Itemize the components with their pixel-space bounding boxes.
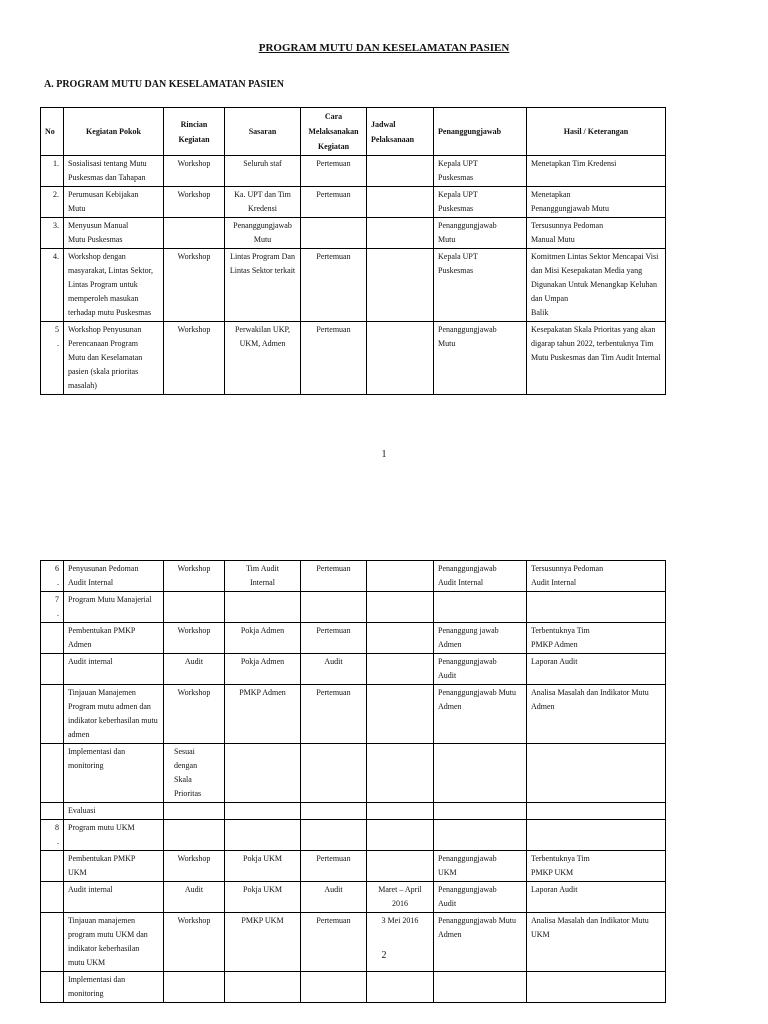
cell-kegiatan: Workshop Penyusunan Perencanaan Program Mutu dan Keselamatan pasien (skala prioritas masalah) [64, 322, 164, 395]
cell-no [41, 913, 64, 972]
cell-jadwal [367, 249, 434, 322]
cell-rincian: Workshop [164, 685, 225, 744]
cell-kegiatan: Workshop dengan masyarakat, Lintas Sektor, Lintas Program untuk memperoleh masukan terhadap mutu Puskesmas [64, 249, 164, 322]
cell-jadwal [367, 218, 434, 249]
program-table-page-1 [40, 107, 666, 395]
page-number-2: 2 [381, 950, 387, 961]
header-jadwal-pelaksanaan: Jadwal Pelaksanaan [367, 108, 434, 156]
cell-no [41, 654, 64, 685]
cell-no: 4. [41, 249, 64, 322]
cell-cara [301, 592, 367, 623]
cell-kegiatan: Perumusan Kebijakan Mutu [64, 187, 164, 218]
cell-hasil [527, 803, 666, 820]
cell-sasaran: Pokja Admen [225, 654, 301, 685]
cell-rincian [164, 803, 225, 820]
cell-sasaran [225, 972, 301, 1003]
cell-rincian: Workshop [164, 249, 225, 322]
cell-no: 5 . [41, 322, 64, 395]
cell-pj: Kepala UPT Puskesmas [434, 156, 527, 187]
cell-kegiatan: Sosialisasi tentang Mutu Puskesmas dan Tahapan [64, 156, 164, 187]
cell-pj [434, 744, 527, 803]
cell-sasaran: Penanggungjawab Mutu [225, 218, 301, 249]
cell-hasil: Tersusunnya Pedoman Manual Mutu [527, 218, 666, 249]
table-row [41, 187, 666, 218]
cell-jadwal [367, 592, 434, 623]
header-cara-melaksanakan: Cara Melaksanakan Kegiatan [301, 108, 367, 156]
cell-pj [434, 803, 527, 820]
table-row [41, 913, 666, 972]
cell-hasil [527, 820, 666, 851]
cell-cara: Pertemuan [301, 561, 367, 592]
cell-kegiatan: Pembentukan PMKP Admen [64, 623, 164, 654]
cell-no: 7 . [41, 592, 64, 623]
cell-rincian: Workshop [164, 561, 225, 592]
cell-cara: Pertemuan [301, 623, 367, 654]
cell-kegiatan: Menyusun Manual Mutu Puskesmas [64, 218, 164, 249]
cell-pj [434, 592, 527, 623]
cell-jadwal: Maret – April 2016 [367, 882, 434, 913]
cell-no [41, 851, 64, 882]
table-row [41, 561, 666, 592]
cell-sasaran: Perwakilan UKP, UKM, Admen [225, 322, 301, 395]
cell-pj: Penanggungjawab UKM [434, 851, 527, 882]
cell-pj: Penanggungjawab Mutu [434, 218, 527, 249]
cell-no [41, 744, 64, 803]
cell-hasil: Analisa Masalah dan Indikator Mutu Admen [527, 685, 666, 744]
table-row [41, 685, 666, 744]
table-row [41, 820, 666, 851]
cell-hasil: Menetapkan Penanggungjawab Mutu [527, 187, 666, 218]
cell-sasaran: Pokja UKM [225, 851, 301, 882]
cell-sasaran: Tim Audit Internal [225, 561, 301, 592]
table-row [41, 249, 666, 322]
table-row [41, 322, 666, 395]
header-sasaran: Sasaran [225, 108, 301, 156]
table-row [41, 851, 666, 882]
table-row [41, 972, 666, 1003]
cell-rincian: Workshop [164, 156, 225, 187]
cell-jadwal [367, 322, 434, 395]
cell-no [41, 972, 64, 1003]
header-kegiatan-pokok: Kegiatan Pokok [64, 108, 164, 156]
cell-pj: Penanggungjawab Audit [434, 882, 527, 913]
cell-pj: Penanggungjawab Mutu Admen [434, 685, 527, 744]
cell-hasil [527, 744, 666, 803]
cell-pj: Penanggungjawab Audit [434, 654, 527, 685]
cell-jadwal [367, 156, 434, 187]
cell-kegiatan: Tinjauan manajemen program mutu UKM dan indikator keberhasilan mutu UKM [64, 913, 164, 972]
cell-hasil: Terbentuknya Tim PMKP Admen [527, 623, 666, 654]
cell-jadwal [367, 803, 434, 820]
cell-jadwal [367, 561, 434, 592]
cell-hasil: Komitmen Lintas Sektor Mencapai Visi dan Misi Kesepakatan Media yang Digunakan Untuk Menangkap Keluhan dan Umpan Balik [527, 249, 666, 322]
table-row [41, 592, 666, 623]
cell-no [41, 685, 64, 744]
cell-sasaran [225, 803, 301, 820]
cell-sasaran: Seluruh staf [225, 156, 301, 187]
cell-sasaran [225, 820, 301, 851]
cell-pj [434, 820, 527, 851]
table-row [41, 156, 666, 187]
cell-kegiatan: Audit internal [64, 654, 164, 685]
header-rincian-kegiatan: Rincian Kegiatan [164, 108, 225, 156]
cell-pj: Kepala UPT Puskesmas [434, 187, 527, 218]
cell-cara: Pertemuan [301, 322, 367, 395]
cell-rincian [164, 972, 225, 1003]
cell-rincian [164, 820, 225, 851]
cell-no: 6 . [41, 561, 64, 592]
cell-hasil: Laporan Audit [527, 654, 666, 685]
cell-pj: Kepala UPT Puskesmas [434, 249, 527, 322]
program-table-page-2 [40, 560, 666, 1003]
cell-pj: Penanggungjawab Mutu Admen [434, 913, 527, 972]
cell-kegiatan: Program mutu UKM [64, 820, 164, 851]
cell-rincian: Audit [164, 882, 225, 913]
cell-sasaran [225, 744, 301, 803]
table-row [41, 882, 666, 913]
cell-no [41, 803, 64, 820]
cell-jadwal [367, 685, 434, 744]
cell-rincian [164, 218, 225, 249]
cell-rincian: Audit [164, 654, 225, 685]
cell-no: 8 . [41, 820, 64, 851]
table-row [41, 654, 666, 685]
cell-rincian: Workshop [164, 322, 225, 395]
cell-jadwal [367, 820, 434, 851]
table-header-row [41, 108, 666, 156]
cell-kegiatan: Implementasi dan monitoring [64, 744, 164, 803]
cell-cara: Pertemuan [301, 851, 367, 882]
cell-jadwal: 3 Mei 2016 [367, 913, 434, 972]
cell-hasil: Menetapkan Tim Kredensi [527, 156, 666, 187]
section-heading: A. PROGRAM MUTU DAN KESELAMATAN PASIEN [44, 79, 284, 90]
cell-rincian [164, 592, 225, 623]
cell-pj [434, 972, 527, 1003]
cell-cara [301, 744, 367, 803]
cell-sasaran: PMKP Admen [225, 685, 301, 744]
cell-pj: Penanggungjawab Audit Internal [434, 561, 527, 592]
cell-sasaran: Pokja Admen [225, 623, 301, 654]
cell-cara: Audit [301, 882, 367, 913]
table-row [41, 803, 666, 820]
cell-jadwal [367, 187, 434, 218]
cell-rincian: Sesuai dengan Skala Prioritas [164, 744, 225, 803]
cell-cara: Audit [301, 654, 367, 685]
cell-cara: Pertemuan [301, 913, 367, 972]
cell-jadwal [367, 744, 434, 803]
page-number-1: 1 [381, 449, 387, 460]
table-row [41, 744, 666, 803]
cell-cara [301, 820, 367, 851]
cell-jadwal [367, 654, 434, 685]
cell-jadwal [367, 972, 434, 1003]
cell-kegiatan: Evaluasi [64, 803, 164, 820]
cell-hasil: Kesepakatan Skala Prioritas yang akan digarap tahun 2022, terbentuknya Tim Mutu Puskesmas dan Tim Audit Internal [527, 322, 666, 395]
cell-cara: Pertemuan [301, 187, 367, 218]
cell-hasil: Analisa Masalah dan Indikator Mutu UKM [527, 913, 666, 972]
cell-hasil [527, 972, 666, 1003]
cell-no: 1. [41, 156, 64, 187]
cell-kegiatan: Program Mutu Manajerial [64, 592, 164, 623]
header-penanggungjawab: Penanggungjawab [434, 108, 527, 156]
cell-kegiatan: Audit internal [64, 882, 164, 913]
cell-cara: Pertemuan [301, 685, 367, 744]
header-hasil-keterangan: Hasil / Keterangan [527, 108, 666, 156]
cell-rincian: Workshop [164, 623, 225, 654]
cell-no [41, 623, 64, 654]
cell-sasaran: Pokja UKM [225, 882, 301, 913]
cell-hasil: Terbentuknya Tim PMKP UKM [527, 851, 666, 882]
cell-cara: Pertemuan [301, 249, 367, 322]
cell-sasaran [225, 592, 301, 623]
cell-pj: Penanggungjawab Mutu [434, 322, 527, 395]
cell-cara: Pertemuan [301, 156, 367, 187]
cell-sasaran: PMKP UKM [225, 913, 301, 972]
cell-rincian: Workshop [164, 187, 225, 218]
cell-hasil: Tersusunnya Pedoman Audit Internal [527, 561, 666, 592]
cell-kegiatan: Penyusunan Pedoman Audit Internal [64, 561, 164, 592]
cell-cara [301, 972, 367, 1003]
cell-hasil [527, 592, 666, 623]
document-title: PROGRAM MUTU DAN KESELAMATAN PASIEN [258, 42, 510, 54]
cell-rincian: Workshop [164, 913, 225, 972]
cell-no: 3. [41, 218, 64, 249]
cell-cara [301, 803, 367, 820]
header-no: No [41, 108, 64, 156]
cell-cara [301, 218, 367, 249]
cell-rincian: Workshop [164, 851, 225, 882]
cell-jadwal [367, 851, 434, 882]
cell-kegiatan: Pembentukan PMKP UKM [64, 851, 164, 882]
cell-jadwal [367, 623, 434, 654]
cell-sasaran: Ka. UPT dan Tim Kredensi [225, 187, 301, 218]
cell-kegiatan: Implementasi dan monitoring [64, 972, 164, 1003]
cell-no [41, 882, 64, 913]
cell-pj: Penanggung jawab Admen [434, 623, 527, 654]
cell-kegiatan: Tinjauan Manajemen Program mutu admen dan indikator keberhasilan mutu admen [64, 685, 164, 744]
cell-no: 2. [41, 187, 64, 218]
table-row [41, 623, 666, 654]
cell-hasil: Laporan Audit [527, 882, 666, 913]
cell-sasaran: Lintas Program Dan Lintas Sektor terkait [225, 249, 301, 322]
table-row [41, 218, 666, 249]
